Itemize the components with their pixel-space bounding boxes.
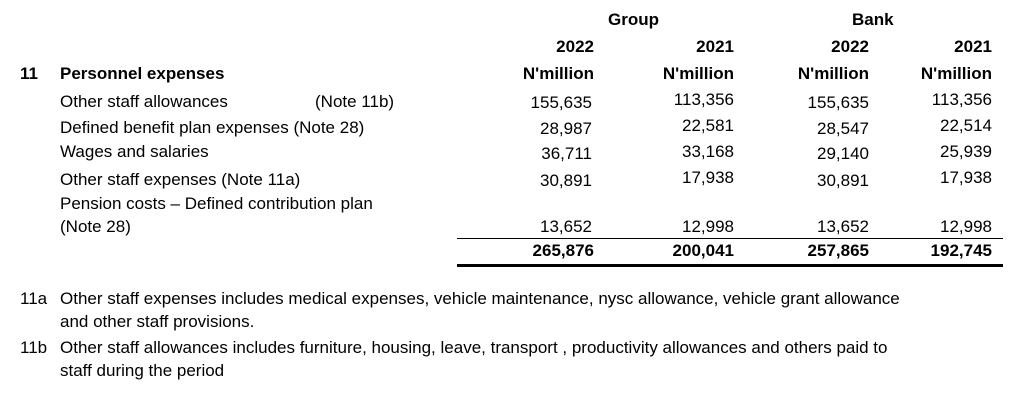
row-label: Pension costs – Defined contribution plan bbox=[60, 194, 373, 213]
footnote-id: 11b bbox=[20, 338, 48, 357]
value-bank-2022: 155,635 bbox=[807, 93, 869, 112]
value-group-2021: 17,938 bbox=[682, 168, 734, 187]
footnote-text-line2: and other staff provisions. bbox=[60, 312, 255, 331]
row-label: Other staff expenses (Note 11a) bbox=[60, 170, 301, 189]
year-header-bank-2021: 2021 bbox=[954, 37, 992, 56]
group-header: Group bbox=[608, 10, 659, 29]
value-bank-2022: 30,891 bbox=[817, 171, 869, 190]
total-bank-2021: 192,745 bbox=[930, 241, 992, 260]
unit-header-group-2021: N'million bbox=[662, 64, 734, 83]
year-header-group-2021: 2021 bbox=[696, 37, 734, 56]
value-group-2021: 113,356 bbox=[673, 90, 734, 109]
value-group-2022: 28,987 bbox=[540, 119, 592, 138]
unit-header-group-2022: N'million bbox=[522, 64, 594, 83]
row-label-continued: (Note 28) bbox=[60, 217, 131, 236]
bank-header: Bank bbox=[852, 10, 894, 29]
value-bank-2021: 22,514 bbox=[940, 116, 992, 135]
value-group-2022: 13,652 bbox=[540, 217, 592, 236]
unit-header-bank-2021: N'million bbox=[920, 64, 992, 83]
footnote-text-line1: Other staff expenses includes medical expenses, vehicle maintenance, nysc allowance, vehicle grant allowance bbox=[60, 289, 900, 308]
row-note: (Note 11b) bbox=[315, 92, 395, 111]
row-label: Defined benefit plan expenses (Note 28) bbox=[60, 118, 365, 137]
value-group-2022: 155,635 bbox=[530, 93, 592, 112]
footnote-text-line1: Other staff allowances includes furniture, housing, leave, transport , productivity allowances and others paid to bbox=[60, 338, 888, 357]
year-header-bank-2022: 2022 bbox=[831, 37, 869, 56]
value-bank-2021: 12,998 bbox=[940, 217, 992, 236]
value-bank-2021: 113,356 bbox=[931, 90, 992, 109]
value-group-2022: 36,711 bbox=[541, 144, 592, 163]
value-group-2021: 22,581 bbox=[682, 116, 734, 135]
total-group-2021: 200,041 bbox=[672, 241, 734, 260]
row-label: Wages and salaries bbox=[60, 142, 209, 161]
unit-header-bank-2022: N'million bbox=[797, 64, 869, 83]
total-bank-2022: 257,865 bbox=[807, 241, 869, 260]
footnote-id: 11a bbox=[20, 289, 48, 308]
section-number: 11 bbox=[20, 64, 38, 83]
footnote-text-line2: staff during the period bbox=[60, 361, 225, 380]
total-bottom-rule bbox=[457, 264, 1003, 267]
row-label: Other staff allowances bbox=[60, 92, 228, 111]
year-header-group-2022: 2022 bbox=[556, 37, 594, 56]
value-bank-2022: 28,547 bbox=[817, 119, 869, 138]
value-bank-2021: 17,938 bbox=[940, 168, 992, 187]
total-top-rule bbox=[457, 238, 1003, 239]
value-group-2021: 33,168 bbox=[682, 142, 734, 161]
total-group-2022: 265,876 bbox=[532, 241, 594, 260]
value-group-2022: 30,891 bbox=[540, 171, 592, 190]
value-bank-2022: 29,140 bbox=[817, 144, 869, 163]
value-group-2021: 12,998 bbox=[682, 217, 734, 236]
value-bank-2022: 13,652 bbox=[817, 217, 869, 236]
value-bank-2021: 25,939 bbox=[940, 142, 992, 161]
section-title: Personnel expenses bbox=[60, 64, 225, 83]
